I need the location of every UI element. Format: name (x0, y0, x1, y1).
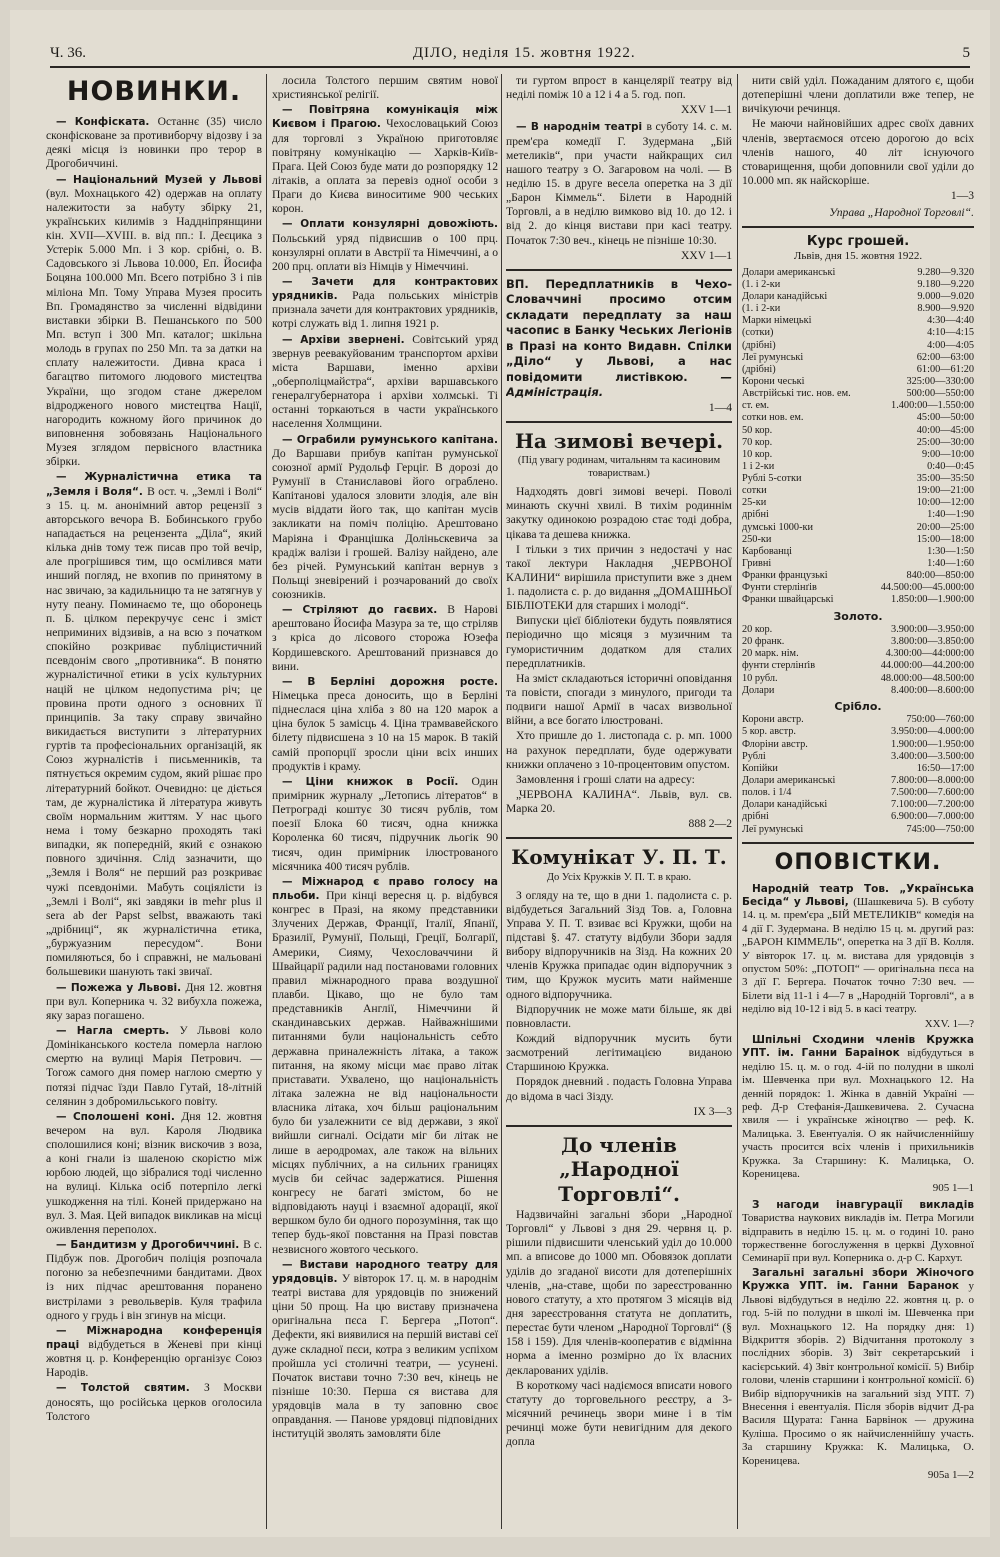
rate-row (742, 485, 974, 497)
rate-row (742, 473, 974, 485)
news-item (272, 1258, 498, 1442)
news-item-lead: — Конфіската. (56, 115, 158, 128)
gold-row (742, 673, 974, 685)
komunikat-paragraph: Відпоручник не може мати більше, як дві повновласти. (506, 1002, 732, 1030)
rate-row-currency: Карбованці (742, 545, 793, 557)
members-text-continued (742, 74, 974, 188)
gold-row-value: 44.000:00—44.200:00 (880, 660, 974, 672)
silver-row-currency: 5 кор. австр. (742, 726, 796, 738)
komunikat-paragraph: Порядок дневний . подасть Головна Управа до відома в часі Зізду. (506, 1075, 732, 1103)
rate-row-currency: Марки німецькі (742, 315, 812, 327)
rate-row-value: 9:00—10:00 (921, 448, 974, 460)
newspaper-page (10, 10, 990, 1537)
announcement-lead: Народній театр Тов. „Українська Бесіда“ у Львові, (742, 882, 974, 908)
rate-row (742, 509, 974, 521)
news-item (272, 675, 498, 774)
news-item-lead: — Сполошені коні. (56, 1110, 182, 1123)
rate-row-value: 62:00—63:00 (916, 351, 974, 363)
rate-row-currency: думські 1000-ки (742, 521, 814, 533)
members-paragraph: Не маючи найновійших адрес своїх давних членів, звертаємося отсею дорогою до всіх членів нашого, 40 літ існуючого стоварищення, щоби доповнили свої уділи до 10.000 мп. як найскоріше. (742, 117, 974, 187)
news-item-lead: — Архіви звернені. (282, 333, 413, 346)
announcement-text: (Шашкевича 5). В суботу 14. ц. м. прем'єра „БІЙ МЕТЕЛИКІВ“ комедія на 4 дії Г. Зудермана. В неділю 15 ц. м. другий раз: „БАРОН КІММЕЛЬ“, оперетка на 3 дії В. Колля. У вівторок 17. ц. м. вистава для урядовців з опустом 50%: „ПОТОП“ — оригінальна пєса на 3 дії Г. Бергера. Початок точно 7:30 веч. — Білети від 11-1 і 4—7 в „Народній Торговлі“, а в неділю від 10-12 і від 5. в касі театру. (742, 895, 974, 1016)
silver-row (742, 751, 974, 763)
members-paragraph: нити свій уділ. Пожаданим длятого є, щоби дотеперішні члени доплатили вже тепер, не вичікуючи речинця. (742, 74, 974, 116)
gold-row-currency: 10 рубл. (742, 672, 778, 684)
rate-row (742, 558, 974, 570)
rate-row-currency: сотки (742, 485, 767, 497)
winter-paragraph: Замовлення і гроші слати на адресу: (516, 772, 695, 786)
rate-row-value: 9.280—9.320 (917, 266, 974, 278)
rate-row (742, 340, 974, 352)
silver-row-currency: Долари американські (742, 774, 836, 786)
news-item (46, 173, 262, 470)
theatre-note (506, 120, 732, 247)
silver-row (742, 739, 974, 751)
announcement (742, 883, 974, 1017)
theatre-note-lead: — В народнім театрі (516, 121, 647, 134)
rate-row (742, 449, 974, 461)
gold-row (742, 636, 974, 648)
column-divider (501, 74, 502, 1529)
silver-row-value: 6.900:00—7.000:00 (891, 811, 974, 823)
komunikat-text (506, 889, 732, 1104)
news-item-text: У вівторок 17. ц. м. в народнім театрі вистава для урядовців по знижений ціни 50 прощ. На цю виставу призначена оригінальна пєса Г. Бергера „Потоп“. Дефекти, які виявилися на першій виставі сеї дуже складної пєси, котра з великим успіхом пройшла усі столичні театри, — усунені. Початок вистави точно 7:30 веч, кінець не пізніше 10:30. Перша ся вистава для урядовців мала в ту заповню своє оправдання. — Панове урядовці підповідних інституцій зволять замовляти біле (272, 1271, 498, 1441)
divider (742, 842, 974, 844)
news-item (46, 470, 262, 979)
silver-row (742, 763, 974, 775)
divider (506, 421, 732, 423)
rate-row-value: 500:00—550:00 (906, 388, 974, 400)
announcements-title: ОПОВІСТКИ. (774, 849, 942, 875)
news-item (46, 1381, 262, 1423)
news-item-lead: — Толстой святим. (56, 1382, 205, 1395)
silver-row (742, 726, 974, 738)
rate-row-value: 44.500:00—45.000:00 (880, 582, 974, 594)
silver-row-value: 3.400:00—3.500:00 (891, 750, 974, 762)
news-item-text: лосила Толстого першим святим нової християнської релігії. (272, 74, 498, 102)
news-item-text: Один примірник журналу „Летопись літератов“ в Петрограді коштує 30 тисяч рублів, том поезії Блока 60 тисяч, одна книжка Короленка 60 тисяч, підручник льогік 90 тисяч, один примірник ілюстрованого місячника 400 тисяч рублів. (272, 774, 498, 873)
winter-evenings-title: На зимові вечері. (514, 429, 724, 454)
komunikat-subtitle: До Усіх Кружків У. П. Т. в краю. (546, 871, 692, 883)
members-sign: Управа „Народної Торговлі“. (829, 206, 974, 220)
rate-row-currency: ст. ем. (742, 400, 770, 412)
announcement-lead: З нагоди інавгурації викладів (752, 1198, 974, 1211)
news-item-text: Останнє (35) число сконфісковане за противиборчу відозву і за деякі місця із новинки про терор в Дрогобиччині. (46, 114, 262, 171)
news-items (46, 115, 262, 1424)
rate-row (742, 497, 974, 509)
rate-row-value: 1:30—1:50 (927, 545, 974, 557)
news-item-lead: — Вистави народного театру для урядовців. (272, 1258, 498, 1285)
news-item-text: При кінці вересня ц. р. відбувся конгрес в Празі, на якому представники Злучених Держав, Франції, Італії, Япанії, Бразилії, Румунії, Польщі, Греції, Болгарії, Америки, Сияму, Чехословаччини й Швайцарії радили над постановами головних правил міжнародного права воздушної плавби. Цікаво, що не було там представників Англії, Німеччини й скандинавських держав. Найважнішими питаннями були національність себто державна приналежність літака, а також питання, на якому місци має право літак приставати. Ухвалено, що національність літака залежна не від національности власника літака, хоч більш раціональним було би узалежнити се від держави, з якої вийшли сигналі. Осідати міг би літак не лише в аеродромах, але також на вільних місцях публічних, а на сильних границях мусів би сейчас задержатися. Рішення конгресу не багаті змістом, бо не відповідають науці і взаємної адорації, якої вершком було би одного порозуміння, так що тепер будь-якої повстання на Празі повстав незвисного жовтого чеського. (272, 889, 498, 1256)
news-item (272, 74, 498, 102)
rate-row (742, 534, 974, 546)
silver-row (742, 799, 974, 811)
gold-row (742, 685, 974, 697)
subscription-notice-sign: — Адміністрація. (506, 369, 732, 400)
rate-row-value: 1:40—1:90 (927, 509, 974, 521)
news-item-text: До Варшави прибув капітан румунської союзної армії Рудольф Герціг. В дорозі до Румунії в Станиславові його ограблено. Капітанові удалося зловити злодія, але він мусів віддати його так, що капітан мусів закликати на поміч поліцію. Арештовано Маріяна і Францішка Доліньскевича за крадіж валізи і грошей. Валізу найдено, але без річей. Румунський капітан вернув з Польщі зневірений і розчарований до своїх союзників. (272, 446, 498, 602)
news-item-text: В с. Підбуж пов. Дрогобич поліція розпочала погоню за небезпечними бандитами. Двох із них підчас арештовання поранено вистрілами з револьверів. Куля трафила одного у грудь і він згинув на місци. (46, 1238, 262, 1322)
rate-row-currency: Корони чеські (742, 375, 805, 387)
rate-row (742, 327, 974, 339)
rate-row-value: 45:00—50:00 (916, 412, 974, 424)
gold-row-currency: 20 кор. (742, 624, 773, 636)
rate-row (742, 594, 974, 606)
column-rates-announcements (742, 74, 974, 1529)
subscription-notice-text: ВП. Передплатників в Чехо-Словаччині просимо отсим складати передплату за наш часопис в Банку Чеських Легіонів в Празі на конто Видавн. Спілки „Діло“ у Львові, а нас повідомити листівкою. (506, 276, 732, 384)
column-news (46, 74, 262, 1529)
rate-row (742, 570, 974, 582)
gold-row-currency: 20 марк. нім. (742, 648, 799, 660)
news-item-lead: — Ціни книжок в Росії. (282, 775, 472, 788)
silver-row-currency: Рублі (742, 750, 766, 762)
winter-paragraph: І тільки з тих причин з недостачі у нас такої лектури Накладня „ЧЕРВОНОЇ КАЛИНИ“ вирішила приступити вже з днем 1. падолиста с. р. до видання „ДОМАШНЬОЇ БІБЛІОТЕКИ для старших і молоді“. (506, 542, 732, 613)
news-item (46, 981, 262, 1023)
gold-row-value: 4.300:00—44:000:00 (885, 648, 974, 660)
gold-row-currency: Долари (742, 684, 775, 696)
rate-row-currency: Леї румунські (742, 351, 804, 363)
announcements-list (742, 883, 974, 1483)
silver-row-currency: дрібні (742, 811, 769, 823)
silver-row-currency: полов. і 1/4 (742, 787, 792, 799)
winter-paragraph: „ЧЕРВОНА КАЛИНА“. Львів, вул. св. Марка 20. (506, 788, 732, 816)
rate-row-currency: Гривні (742, 558, 772, 570)
news-item (272, 775, 498, 874)
news-item-lead: — Нагла смерть. (56, 1024, 180, 1037)
news-item-lead: — Міжнарод є право голосу на пльоби. (272, 875, 498, 903)
members-paragraph: В короткому часі надіємося вписати нового статуту до торговельного реєстру, а 3-місячний речинець звори мине і в тім речинці може бути невигідним для декого допла (506, 1378, 732, 1449)
rate-row-currency: дрібні (742, 509, 769, 521)
silver-row (742, 787, 974, 799)
gold-row-value: 3.800:00—3.850:00 (891, 636, 974, 648)
komunikat-code: IX 3—3 (693, 1104, 732, 1118)
news-item (272, 103, 498, 216)
divider (742, 226, 974, 228)
rate-row-currency: Долари канадійські (742, 290, 828, 302)
rate-row-currency: 50 кор. (742, 424, 773, 436)
gold-row (742, 648, 974, 660)
news-item-lead: — Зачети для контрактових урядників. (272, 275, 498, 303)
subscription-notice-code: 1—4 (708, 400, 732, 414)
rate-row-value: 325:00—330:00 (906, 375, 974, 387)
rate-row (742, 352, 974, 364)
silver-row-value: 1.900:00—1.950:00 (891, 738, 974, 750)
rate-row (742, 376, 974, 388)
rate-row-currency: Долари американські (742, 266, 836, 278)
rate-row-value: 1.400:00—1.550:00 (891, 400, 974, 412)
announcement-lead: Шпільні Сходини членів Кружка УПТ. ім. Ганни Бараінок (742, 1033, 974, 1060)
gold-row-currency: 20 франк. (742, 636, 785, 648)
rate-row-currency: 1 і 2-ки (742, 460, 775, 472)
news-item-lead: — Журналістична етика та „Земля і Воля“. (46, 471, 262, 498)
silver-row-currency: Флоріни австр. (742, 738, 808, 750)
silver-title: Срібло. (834, 699, 882, 713)
rate-row (742, 400, 974, 412)
theatre-note-text: ти гуртом впрост в канцелярії театру від неділі поміж 10 а 12 і 4 а 5. год. поп. (506, 74, 732, 102)
news-item-lead: — Повітряна комунікація між Києвом і Прагою. (272, 104, 498, 131)
section-title-news: НОВИНКИ. (66, 76, 242, 107)
silver-row-value: 16:50—17:00 (916, 762, 974, 774)
silver-row-value: 750:00—760:00 (906, 714, 974, 726)
news-item-lead: — Бандитизм у Дрогобиччині. (56, 1239, 244, 1252)
column-news-continued (272, 74, 498, 1529)
members-text (506, 1208, 732, 1449)
column-divider (266, 74, 267, 1529)
rate-row-currency: (1. і 2-ки (742, 278, 781, 290)
silver-row-currency: Леї румунські (742, 823, 804, 835)
silver-table (742, 714, 974, 835)
news-item-text: (вул. Мохнацького 42) одержав на оплату належитости за набуту збірку 21, українських килимів з Наддніпрянщини кін. XVII—XVIII. в. від пп.: І. Деєцика з Устерік 5.000 Мп. і 3 кор. срібні, о. В. Садовського зі Львова 10.000, Еп. Йосифа Боцяна 100.000 Мп. Всего потрібно 3 і пів міліона Мп. Тому Управа Музея просить Вп. Громадянство за численні відвідини виставки збірки В. Пешанського по 500 Мп. вступ і 300 Мп. каталог; шкільна молодь в групах по 250 Мп. та за датки на сплату належитости. Дивна краса і багацтво питомого людового мистецтва України, що згодом стане джерелом відродженого нового мистецтва Нації, нагородить кожному його причинок до виповнення зобовязань Національного Музея зглядом первісного властника збірки. (46, 186, 262, 469)
rate-row-currency: (сотки) (742, 327, 774, 339)
theatre-notes (506, 74, 732, 263)
gold-row-value: 48.000:00—48.500:00 (880, 672, 974, 684)
rate-row-currency: Фунти стерлінґів (742, 582, 817, 594)
page-header (50, 40, 970, 68)
news-item-text: В ост. ч. „Землі і Волі“ з 15. ц. м. анонімний автор рецензії з авторського вечора В. Бобинського грубо нападається на рецензента „Діла“, який кілька днів тому теж писав про той вечір, але прогрішився тим, що осмілився мати инший погляд, не вхопив по принятому в нас звичаю, за кадильницю та не затягнув у нуту пеану. Поминаємо те, що оборонець п. Б. цілком перекручує сенс і зміст неприминих відзивів, а на всю з початком спокійно розкриває публіцистичний псевдонім свого „противника“. В понятю журналістичної етики в усіх культурних націй не цілком недопустима річ; це провина проти одного з основних її принципів. За таку справу звичайно викидається виступити з літературних гуртів та професіональних організацій, як Союз журналістів і письменників, та пятнується окремим судом, який рішає про літературний бойкот. Очевидно: це діється там, де журналістика й література живуть своїм нормальним життям. У нас цього нема і тому безкарно проходять такі випадки, як попередній, який є ознакою повного здичіння. Слід зазначити, що „Земля і Воля“ не перший раз розкриває чужі псевдоніми. Мабуть соціялісти із „Землі і Волі“, які завдяки ів mehr plus il sera ab der Papst selbst, вважають такі „дрібниці“, як журналістична етика, „буржуазним пересудом“. Вони помиляються, бо і справжні, не мальовані большевики шанують такі звичаї. (46, 484, 262, 979)
divider (506, 1125, 732, 1127)
rate-row-value: 15:00—18:00 (916, 533, 974, 545)
gold-table (742, 624, 974, 697)
news-item-text: Совітський уряд звернув реевакуйованим транспортом архіви міста Варшави, іменно архіви „оберполіцмайстра“, архіви варшавського генералгубернатора і архіви холмські. Ті останні торкаються в части українського населення Холмщини. (272, 332, 498, 431)
divider (506, 837, 732, 839)
rates-date: Львів, дня 15. жовтня 1922. (793, 250, 923, 263)
winter-paragraph: На зміст складаються історичні оповідання та повісти, спогади з минулого, пригоди та подвиги нашої Армії в часах визвольної війни, а все богато ілюстровані. (506, 671, 732, 728)
rate-row (742, 315, 974, 327)
news-item (272, 433, 498, 603)
rate-row (742, 364, 974, 376)
silver-row (742, 775, 974, 787)
rate-row-value: 19:00—21:00 (916, 485, 974, 497)
rate-row (742, 425, 974, 437)
news-item-text: З Москви доносять, що російська церков оголосила Толстого (46, 1381, 262, 1423)
silver-row-value: 3.950:00—4.000:00 (891, 726, 974, 738)
rate-row-value: 4:00—4:05 (927, 339, 974, 351)
rate-row-value: 4:10—4:15 (927, 327, 974, 339)
news-item-lead: — Національний Музей у Львові (56, 173, 262, 186)
rate-row-value: 9.000—9.020 (917, 290, 974, 302)
rate-row-value: 25:00—30:00 (916, 436, 974, 448)
gold-row-currency: фунти стерлінґів (742, 660, 816, 672)
winter-paragraph: Хто пришле до 1. листопада с. р. мп. 1000 на рахунок передплати, буде одержувати книжки оплачено з 10-процентовим опустом. (506, 729, 732, 771)
rate-row-value: 8.900—9.920 (917, 303, 974, 315)
silver-row-value: 7.800:00—8.000:00 (891, 774, 974, 786)
rate-row-currency: (дрібні) (742, 363, 776, 375)
silver-row-currency: Корони австр. (742, 714, 804, 726)
news-item-text: В Нарові арештовано Йосифа Мазура за те, що стріляв з кріса до лісового сторожа Юзефа Кордишевского. Арештований признався до вини. (272, 603, 498, 673)
silver-row-value: 7.500:00—7.600:00 (891, 787, 974, 799)
announcement-text: відбудуться в неділю 15. ц. м. о год. 4-ій по полудни в школі ім. Шевченка при вул. Мохнацького 12. На денній порядок: 1. Жінка в давній Україні — реф. Д-р Стефанія-Дашкевичева. 2. Сучасна хвиля — і українське жіноцтво — реф. К. Малицька. 3. Евентуалія. О як найчисленнійшу участь просится всіх членів і прихильників Кружка. За Старшину: К. Малицька, О. Кореницева. (742, 1047, 974, 1181)
news-item-text: Дня 12. жовтня при вул. Коперника ч. 32 вибухла пожежа, яку зараз погашено. (46, 980, 262, 1022)
announcement (742, 1267, 974, 1468)
rate-row-value: 10:00—12:00 (916, 497, 974, 509)
announcement-text: у Львові відбудуться в неділю 22. жовтня ц. р. о год. 5-ій по полудни в школі ім. Шевченка при вул. Мохнацького 12. На порядку дня: 1) Відкриття зборів. 2) Відчитання протоколу з послідних зборів. 3) Звіт секретарський і касієрський. 4) Звіт контрольної комісії. 5) Вибір голови, членів старшини і контрольної комісії. 6) Вибір відпоручників на загальний зізд УПТ. 7) Внесення і евентуалія. Після зборів відчит Д-ра Василя Щурата: Ганна Барвінок — дружина Куліша. Просимо о як найчисленнійшу участь. За старшину Кружка: К. Малицька, О. Кореницева. (742, 1280, 974, 1467)
news-item (46, 1238, 262, 1323)
komunikat-title: Комунікат У. П. Т. (511, 845, 727, 870)
page-number: 5 (962, 44, 970, 61)
news-item-text: У Львові коло Домініканського костела померла наглою смертю на вулиці Марія Петрович. — Тогож самого дня помер наглою смертю у потязі підчас їзди Павло Гутай, 18-літній селянин з добромильського повіту. (46, 1023, 262, 1108)
rate-row-value: 1.850:00—1.900:00 (891, 594, 974, 606)
rate-row (742, 546, 974, 558)
announcement (742, 1034, 974, 1181)
news-item (46, 1324, 262, 1381)
announcement-code: XXV. 1—? (924, 1017, 974, 1030)
news-item-text: Дня 12. жовтня вечером на вул. Кароля Людвика сполошилися коні; візник вискочив з воза, а коні гнали із шаленою скорістю між юрбою людей, що зібралися тоді численно на вулиці. Кілька осіб потерпіло легкі ушкодження на тілі. Коней придержано на вул. З. Мая. Цей випадок викликав на місці оживлення переполох. (46, 1109, 262, 1236)
theatre-note-code: XXV 1—1 (681, 103, 732, 117)
issue-number: Ч. 36. (50, 44, 86, 61)
column-notices (506, 74, 732, 1529)
silver-row-value: 7.100:00—7.200:00 (891, 799, 974, 811)
rate-row-currency: Австрійські тис. нов. ем. (742, 388, 851, 400)
announcement-code: 905а 1—2 (927, 1468, 974, 1481)
news-item (272, 333, 498, 432)
silver-row (742, 811, 974, 823)
rate-row-currency: (дрібні) (742, 339, 776, 351)
rate-row (742, 291, 974, 303)
gold-row-value: 3.900:00—3.950:00 (891, 624, 974, 636)
rate-row-value: 4:30—4:40 (927, 315, 974, 327)
news-item-lead: — Оплати конзулярні довожіють. (282, 218, 498, 231)
news-item (272, 875, 498, 1257)
announcement-text: Товариства наукових викладів ім. Петра Могили відправить в неділю 15. ц. м. о годині 10. рано торжественне богослуження в церкві Духовної Семинарії при вул. Коперника о. д-р С. Кархут. (742, 1212, 974, 1265)
news-item (272, 217, 498, 274)
news-item (46, 1110, 262, 1237)
rate-row-currency: 25-ки (742, 497, 767, 509)
rate-row (742, 412, 974, 424)
silver-row (742, 714, 974, 726)
news-item (272, 275, 498, 332)
rate-row-value: 35:00—35:50 (916, 473, 974, 485)
rate-row-value: 40:00—45:00 (916, 424, 974, 436)
rate-row-value: 0:40—0:45 (927, 460, 974, 472)
winter-evenings-code: 888 2—2 (688, 817, 732, 831)
gold-row (742, 624, 974, 636)
theatre-note-text: в суботу 14. с. м. прем'єра комедії Г. Зудермана „Бій метеликів“, при участи найкращих сил нашого театру з О. Загаровом на чолі. — В неділю 15. в друге весела оперетка на 3 дії „Барон Кіммель“. Білети в Народній Торговлі, а в неділю вимково від 10. до 12. і від 2. до кінця вистави при касі театру. Початок 7:30 веч., кінець не пізніше 10:30. (506, 120, 732, 247)
winter-paragraph: Надходять довгі зимові вечері. Поволі минають скучні хвилі. В тихім родиннім закутку одинокою розрадою стає тоді добра, цікава та дешева книжка. (506, 485, 732, 541)
rate-row-currency: сотки нов. ем. (742, 412, 804, 424)
winter-paragraph: Випуски цієї бібліотеки будуть появлятися періодично що місяця з музичним та гумористичним додатком для сталих передплатників. (506, 614, 732, 670)
members-title: До членів „Народної Торговлі“. (558, 1132, 680, 1206)
news-item-lead: — Ограбили румунського капітана. (282, 433, 498, 446)
rate-row (742, 522, 974, 534)
silver-row-currency: Копійки (742, 762, 778, 774)
rate-row (742, 437, 974, 449)
rate-row-currency: Франки французькі (742, 570, 828, 582)
news-item-text: Чехословацький Союз для торговлі з Україною приготовляє повітряну комунікацію — Харків-Київ-Прага. Цей Союз буде мати до розпорядку 12 літаків, а оплата за перевіз одної особи з Праги до Києва виноситиме 900 чеських корон. (272, 117, 498, 216)
komunikat-paragraph: З огляду на те, що в дни 1. падолиста с. р. відбудеться Загальний Зізд Тов. а, Головна Управа У. П. Т. взиває всі Кружки, щоби на підставі §. 47. статуту відбули Збори задля вибору відпоручників на Зізд. На кожних 20 членів Кружка припадає один відпоручник з тим, що Кружок мусить мати найменше одного відпоручника. (506, 888, 732, 1001)
silver-row (742, 824, 974, 836)
gold-title: Золото. (833, 609, 883, 623)
news-item-text: відбудеться в Женеві при кінці жовтня ц. р. Конференцію організує Союз Народів. (46, 1338, 262, 1380)
silver-row-currency: Долари канадійські (742, 799, 828, 811)
news-item-text: Польський уряд підвисшив о 100 прц. конзулярні оплати в Австрії та Німеччині, а о 200 прц. оплати віз Німців у Німеччині. (272, 231, 498, 273)
rate-row-value: 61:00—61:20 (916, 363, 974, 375)
announcement-lead: Загальні загальні збори Жіночого Кружка УПТ. ім. Ганни Баранок (742, 1266, 974, 1293)
rate-row-value: 840:00—850:00 (906, 570, 974, 582)
winter-evenings-text (506, 485, 732, 816)
rate-row (742, 279, 974, 291)
rate-row-currency: 70 кор. (742, 436, 773, 448)
news-items-continued (272, 74, 498, 1442)
rate-row-value: 20:00—25:00 (916, 521, 974, 533)
rate-row-value: 1:40—1:60 (927, 558, 974, 570)
news-item-lead: — Пожежа у Львові. (56, 981, 186, 994)
rate-row (742, 582, 974, 594)
subscription-notice (506, 277, 732, 401)
rate-row (742, 267, 974, 279)
masthead-date: ДІЛО, неділя 15. жовтня 1922. (412, 44, 636, 61)
divider (506, 269, 732, 271)
news-item-lead: — В Берліні дорожня росте. (282, 675, 498, 688)
rate-row-currency: (1. і 2-ки (742, 303, 781, 315)
news-item-lead: — Стріляют до гаєвих. (282, 604, 448, 617)
theatre-note (506, 74, 732, 102)
news-item-text: Німецька преса доносить, що в Берліні піднеслася ціна хліба з 80 на 120 марок а ціна булок 5 замісць 4. Ціна трамвавейского білету підвисшена з 10 на 15 марок. В такій самій пропорції зросли ціни всіх инших продуктів і краму. (272, 689, 498, 773)
announcement (742, 1199, 974, 1266)
rate-row (742, 461, 974, 473)
members-code: 1—3 (950, 189, 974, 203)
rate-row-currency: 10 кор. (742, 448, 773, 460)
winter-evenings-subtitle: (Під увагу родинам, читальням та касиновим товариствам.) (517, 455, 721, 480)
news-item (272, 603, 498, 674)
rates-title: Курс грошей. (806, 234, 910, 250)
gold-row (742, 660, 974, 672)
komunikat-paragraph: Кождий відпоручник мусить бути засмотрений легітимацією виданою Старшиною Кружка. (506, 1032, 732, 1074)
gold-row-value: 8.400:00—8.600:00 (891, 684, 974, 696)
news-item (46, 115, 262, 172)
news-item-lead: — Міжнародна конференція праці (46, 1324, 262, 1352)
rate-row-currency: 250-ки (742, 533, 772, 545)
theatre-note-code: XXV 1—1 (681, 248, 732, 262)
rate-row-value: 9.180—9.220 (917, 278, 974, 290)
members-paragraph: Надзвичайні загальні збори „Народної Торговлі“ у Львові з дня 29. червня ц. р. рішили підвисшити членський уділ до 10.000 мп. а вписове до 1000 мп. Обовязок доплати уділів до згаданої висоти для дотеперішніх членів, „на-ставе, щоби по зареєстрованню нового статуту, а хто протягом 3 місяців від дня зареєстровання статута не доплатить, перестає бути членом „Народної Торговлі“ (§ 158 і 159). Для членів-кооператив є відмінна норма а іменно розмірно до їх власних декларованих уділів. (506, 1208, 732, 1377)
rate-row-currency: Франки швайцарські (742, 594, 834, 606)
rate-row (742, 303, 974, 315)
column-divider (737, 74, 738, 1529)
announcement-code: 905 1—1 (932, 1182, 974, 1195)
news-item (46, 1024, 262, 1109)
rates-table (742, 267, 974, 607)
news-item-text: Рада польських міністрів признала зачети для контрактових урядників, котрі служать від 1. липня 1921 р. (272, 289, 498, 331)
rate-row-currency: Рублі 5-сотки (742, 473, 802, 485)
rate-row (742, 388, 974, 400)
silver-row-value: 745:00—750:00 (906, 823, 974, 835)
